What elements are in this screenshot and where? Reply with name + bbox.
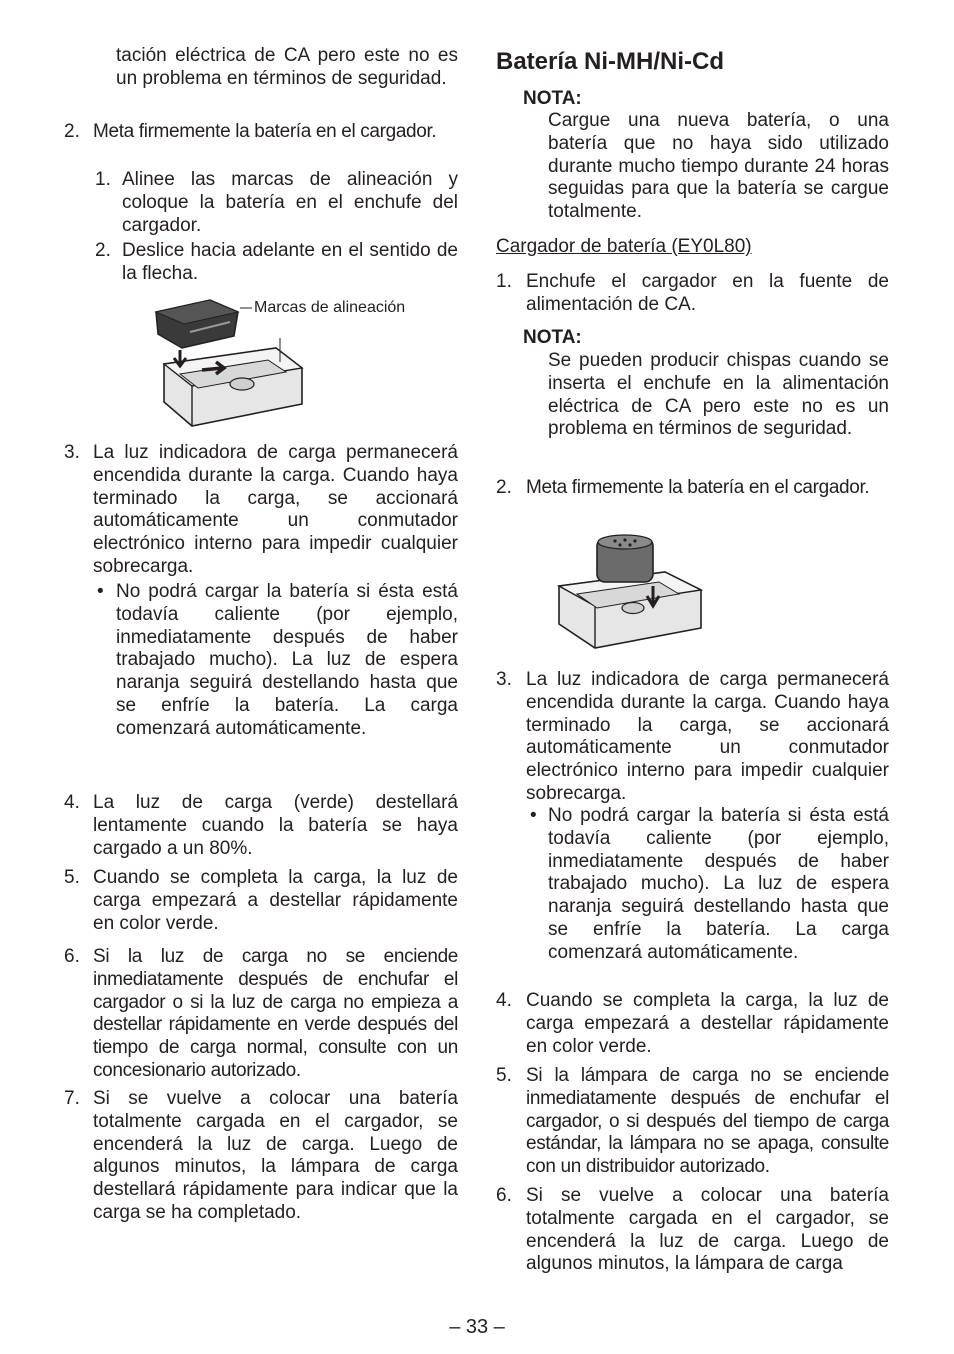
charger-insert-illustration <box>555 532 705 652</box>
page-number: – 33 – <box>449 1316 505 1338</box>
step-text: Si la lámpara de carga no se enciende inmediatamente después de enchufar el cargador, o si después del tiempo de carga estándar, la lámpara no se apaga, consulte con un distribuidor autorizado. <box>526 1065 889 1178</box>
step-text: Meta firmemente la batería en el cargador. <box>93 121 437 142</box>
step-number: 4. <box>64 792 80 813</box>
step-text: Si se vuelve a colocar una batería totalmente cargada en el cargador, se encenderá la luz de carga. Luego de algunos minutos, la lámpara de carga destellará rápidamente para indicar que la carga se ha completado. <box>93 1088 458 1223</box>
note-label: NOTA: <box>523 88 582 109</box>
step-number: 6. <box>64 946 80 967</box>
bullet-text: No podrá cargar la batería si ésta está todavía caliente (por ejemplo, inmediatamente después de haber trabajado mucho). La luz de espera naranja seguirá destellando hasta que se enfríe la batería. La carga comenzará automáticamente. <box>548 805 889 963</box>
continued-paragraph: tación eléctrica de CA pero este no es un problema en términos de seguridad. <box>116 45 458 89</box>
bullet-mark: • <box>530 805 537 826</box>
step-number: 5. <box>64 867 80 888</box>
step-text: Meta firmemente la batería en el cargador. <box>526 477 870 498</box>
bullet-mark: • <box>97 581 104 602</box>
charger-model-heading: Cargador de batería (EY0L80) <box>496 236 752 257</box>
step-number: 3. <box>496 669 512 690</box>
step-text: La luz indicadora de carga permanecerá encendida durante la carga. Cuando haya terminado la carga, se accionará automáticamente un conmutador electrónico interno para impedir cualquier sobrecarga. <box>93 442 458 577</box>
step-text: Cuando se completa la carga, la luz de carga empezará a destellar rápidamente en color verde. <box>526 990 889 1057</box>
step-number: 3. <box>64 442 80 463</box>
step-text: La luz indicadora de carga permanecerá encendida durante la carga. Cuando haya terminado la carga, se accionará automáticamente un conmutador electrónico interno para impedir cualquier sobrecarga. <box>526 669 889 804</box>
step-text: Enchufe el cargador en la fuente de alimentación de CA. <box>526 271 889 315</box>
substep-text: Deslice hacia adelante en el sentido de la flecha. <box>122 240 458 284</box>
alignment-marks-callout: Marcas de alineación <box>254 299 406 316</box>
substep-text: Alinee las marcas de alineación y coloque la batería en el enchufe del cargador. <box>122 169 458 236</box>
step-number: 2. <box>64 121 80 142</box>
note-text: Cargue una nueva batería, o una batería que no haya sido utilizado durante mucho tiempo durante 24 horas seguidas para que la batería se cargue totalmente. <box>548 110 889 223</box>
step-number: 6. <box>496 1185 512 1206</box>
step-text: Si se vuelve a colocar una batería totalmente cargada en el cargador, se encenderá la luz de carga. Luego de algunos minutos, la lámpara de carga <box>526 1185 889 1275</box>
step-text: Cuando se completa la carga, la luz de carga empezará a destellar rápidamente en color verde. <box>93 867 458 934</box>
substep-number: 1. <box>95 169 111 190</box>
substep-number: 2. <box>95 240 111 261</box>
step-number: 2. <box>496 477 512 498</box>
step-text: Si la luz de carga no se enciende inmediatamente después de enchufar el cargador o si la luz de carga no empieza a destellar rápidamente en verde después del tiempo de carga normal, consulte con un concesionario autorizado. <box>93 946 458 1081</box>
step-number: 4. <box>496 990 512 1011</box>
section-heading: Batería Ni-MH/Ni-Cd <box>496 48 725 75</box>
note-text: Se pueden producir chispas cuando se inserta el enchufe en la alimentación eléctrica de CA pero este no es un problema en términos de seguridad. <box>548 350 889 440</box>
step-text: La luz de carga (verde) destellará lentamente cuando la batería se haya cargado a un 80%. <box>93 792 458 859</box>
step-number: 5. <box>496 1065 512 1086</box>
note-label: NOTA: <box>523 327 582 348</box>
bullet-text: No podrá cargar la batería si ésta está todavía caliente (por ejemplo, inmediatamente después de haber trabajado mucho). La luz de espera naranja seguirá destellando hasta que se enfríe la batería. La carga comenzará automáticamente. <box>116 581 458 739</box>
step-number: 7. <box>64 1088 80 1109</box>
step-number: 1. <box>496 271 512 292</box>
